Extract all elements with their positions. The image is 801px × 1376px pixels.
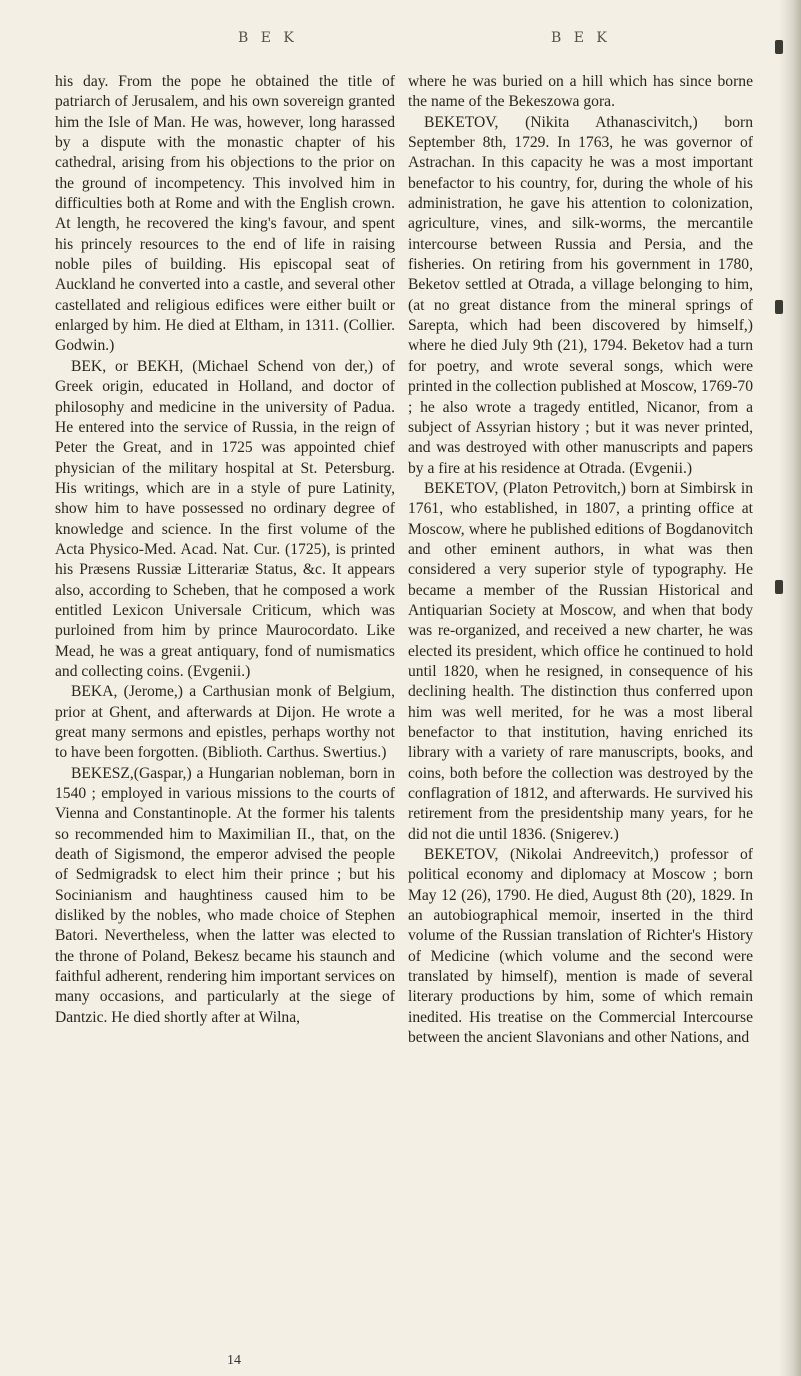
binding-mark [775, 40, 783, 54]
running-head-left: B E K [238, 30, 298, 46]
entry-beketov-nikita: BEKETOV, (Nikita Athanascivitch,) born September 8th, 1729. In 1763, he was governor of Astrachan. In this capacity he was a most important benefactor to his country, for, during the whole of his administration, he gave his attention to colonization, agriculture, vines, and silk-worms, the mercantile intercourse between Russia and Persia, and the fisheries. On retiring from his government in 1780, Beketov settled at Otrada, a village belonging to him, (at no great distance from the mineral springs of Sarepta, which had been discovered by himself,) where he died July 9th (21), 1794. Beketov had a turn for poetry, and wrote several songs, which were printed in the collection published at Moscow, 1769-70 ; he also wrote a tragedy entitled, Nicanor, from a subject of Assyrian history ; but it was never printed, and was destroyed with other manuscripts and papers by a fire at his residence at Otrada. (Evgenii.) [408, 113, 753, 477]
page-edge-shadow [779, 0, 801, 1376]
entry-bekesz-continued: where he was buried on a hill which has since borne the name of the Bekeszowa gora. [408, 73, 753, 111]
entry-beketov-platon: BEKETOV, (Platon Petrovitch,) born at Simbirsk in 1761, who established, in 1807, a printing office at Moscow, where he published editions of Bogdanovitch and other eminent authors, in what was then considered a very superior style of typography. He became a member of the Russian Historical and Antiquarian Society at Moscow, and when that body was re-organized, and received a new charter, he was elected its president, which office he continued to hold until 1820, when he resigned, in consequence of his declining health. The distinction thus conferred upon him was well merited, for he was a most liberal benefactor to that institution, having enriched its library with a variety of rare manuscripts, books, and coins, both before the collection was destroyed by the conflagration of 1812, and afterwards. He survived his retirement from the presidentship many years, for he did not die until 1836. (Snigerev.) [408, 479, 753, 843]
entry-beketov-nikolai: BEKETOV, (Nikolai Andreevitch,) professor of political economy and diplomacy at Moscow ; born May 12 (26), 1790. He died, August 8th (20), 1829. In an autobiographical memoir, inserted in the third volume of the Russian translation of Richter's History of Medicine (which volume and the second were translated by himself), mention is made of several literary productions by him, some of which remain inedited. His treatise on the Commercial Intercourse between the ancient Slavonians and other Nations, and [408, 846, 753, 1047]
entry-beka-jerome: BEKA, (Jerome,) a Carthusian monk of Belgium, prior at Ghent, and afterwards at Dijon. He wrote a great many sermons and epistles, perhaps worthy not to have been forgotten. (Biblioth. Carthus. Swertius.) [55, 683, 395, 762]
entry-bek-continued: his day. From the pope he obtained the title of patriarch of Jerusalem, and his own sovereign granted him the Isle of Man. He was, however, long harassed by a dispute with the monastic chapter of his cathedral, arising from his objections to the prior on the ground of incompetency. This involved him in difficulties both at Rome and with the English crown. At length, he recovered the king's favour, and spent his princely resources to the end of life in raising noble piles of building. His episcopal seat of Auckland he converted into a castle, and several other castellated and religious edifices were either built or enlarged by him. He died at Eltham, in 1311. (Collier. Godwin.) [55, 73, 395, 355]
binding-mark [775, 300, 783, 314]
page-number: 14 [227, 1353, 241, 1368]
entry-bek-michael: BEK, or BEKH, (Michael Schend von der,) of Greek origin, educated in Holland, and doctor of philosophy and medicine in the university of Padua. He entered into the service of Russia, in the reign of Peter the Great, and in 1725 was appointed chief physician of the military hospital at St. Petersburg. His writings, which are in a style of pure Latinity, show him to have possessed no ordinary degree of knowledge and science. In the first volume of the Acta Physico-Med. Acad. Nat. Cur. (1725), is printed his Præsens Russiæ Litterariæ Status, &c. It appears also, according to Scheben, that he composed a work entitled Lexicon Universale Criticum, which was purloined from him by prince Maurocordato. Like Mead, he was a great antiquary, fond of numismatics and collecting coins. (Evgenii.) [55, 357, 395, 680]
left-column [55, 72, 395, 1028]
binding-mark [775, 580, 783, 594]
entry-bekesz-gaspar: BEKESZ,(Gaspar,) a Hungarian nobleman, born in 1540 ; employed in various missions to the courts of Vienna and Constantinople. At the former his talents so recommended him to Maximilian II., that, on the death of Sigismond, the emperor advised the people of Sedmigradsk to elect him their prince ; but his Socinianism and haughtiness caused him to be disliked by the nobles, who made choice of Stephen Batori. Nevertheless, when the latter was elected to the throne of Poland, Bekesz became his staunch and faithful adherent, rendering him important services on many occasions, and particularly at the siege of Dantzic. He died shortly after at Wilna, [55, 764, 395, 1026]
running-head-right: B E K [551, 30, 611, 46]
right-column [408, 72, 753, 1049]
